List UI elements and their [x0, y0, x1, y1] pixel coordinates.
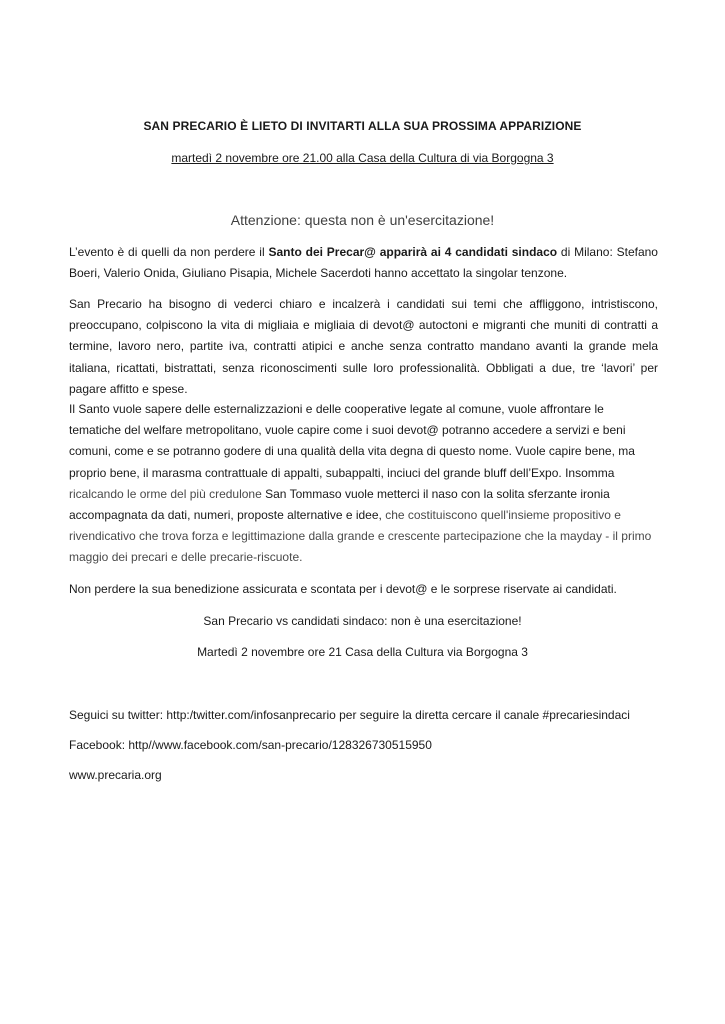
paragraph-text: di Milano: Stefano Boeri, Valerio Onida, Giuliano Pisapia, Michele Sacerdoti hanno accettato la singolar tenzone.: [69, 245, 658, 281]
event-date-subtitle: martedì 2 novembre ore 21.00 alla Casa della Cultura di via Borgogna 3: [171, 151, 554, 165]
paragraph-text-grey: che costituiscono quell'insieme propositivo e rivendicativo che trova forza e legittimazione dalla grande e crescente partecipazione che la mayday - il primo maggio dei precari e delle precarie-riscuote.: [69, 508, 652, 565]
paragraph-event-intro: [69, 242, 658, 284]
centered-event-details: Martedì 2 novembre ore 21 Casa della Cultura via Borgogna 3: [197, 645, 528, 659]
paragraph-text: San Tommaso vuole metterci il naso con la solita sferzante ironia accompagnata da dati, numeri, proposte alternative e idee,: [69, 486, 610, 523]
paragraph-themes: San Precario ha bisogno di vederci chiaro e incalzerà i candidati sui temi che affliggono, intristiscono, preoccupano, colpiscono la vita di migliaia e migliaia di devot@ autoctoni e migranti che muniti di contratti a termine, lavoro nero, partite iva, contratti atipici e anche senza contratto mandano avanti la grande mela italiana, ricattati, bistrattati, senza riconoscimenti sulle loro professionalità. Obbligati a due, tre ‘lavori’ per pagare affitto e spese.: [69, 297, 658, 396]
paragraph-text-grey: ricalcando le orme del più credulone: [69, 486, 266, 501]
centered-slogan: San Precario vs candidati sindaco: non è una esercitazione!: [203, 614, 522, 628]
website-line: www.precaria.org: [69, 768, 162, 782]
paragraph-questions: [69, 399, 658, 569]
bold-highlight: Santo dei Precar@ apparirà ai 4 candidati sindaco: [268, 245, 558, 259]
document-title: SAN PRECARIO È LIETO DI INVITARTI ALLA SUA PROSSIMA APPARIZIONE: [143, 119, 582, 133]
paragraph-text: L’evento è di quelli da non perdere il: [69, 245, 269, 259]
warning-heading: Attenzione: questa non è un'esercitazione!: [230, 212, 495, 228]
facebook-line: Facebook: http//www.facebook.com/san-precario/128326730515950: [69, 738, 432, 752]
twitter-line: Seguici su twitter: http:/twitter.com/infosanprecario per seguire la diretta cercare il canale #precariesindaci: [69, 708, 630, 722]
paragraph-blessing: Non perdere la sua benedizione assicurata e scontata per i devot@ e le sorprese riservate ai candidati.: [69, 582, 617, 596]
paragraph-text: Il Santo vuole sapere delle esternalizzazioni e delle cooperative legate al comune, vuole affrontare le tematiche del welfare metropolitano, vuole capire come i suoi devot@ potranno accedere a servizi e beni comuni, come e se potranno godere di una qualità della vita degna di questo nome. Vuole capire bene, ma proprio bene, il marasma contrattuale di appalti, subappalti, inciuci del grande bluff dell’Expo. Insomma: [69, 402, 635, 480]
